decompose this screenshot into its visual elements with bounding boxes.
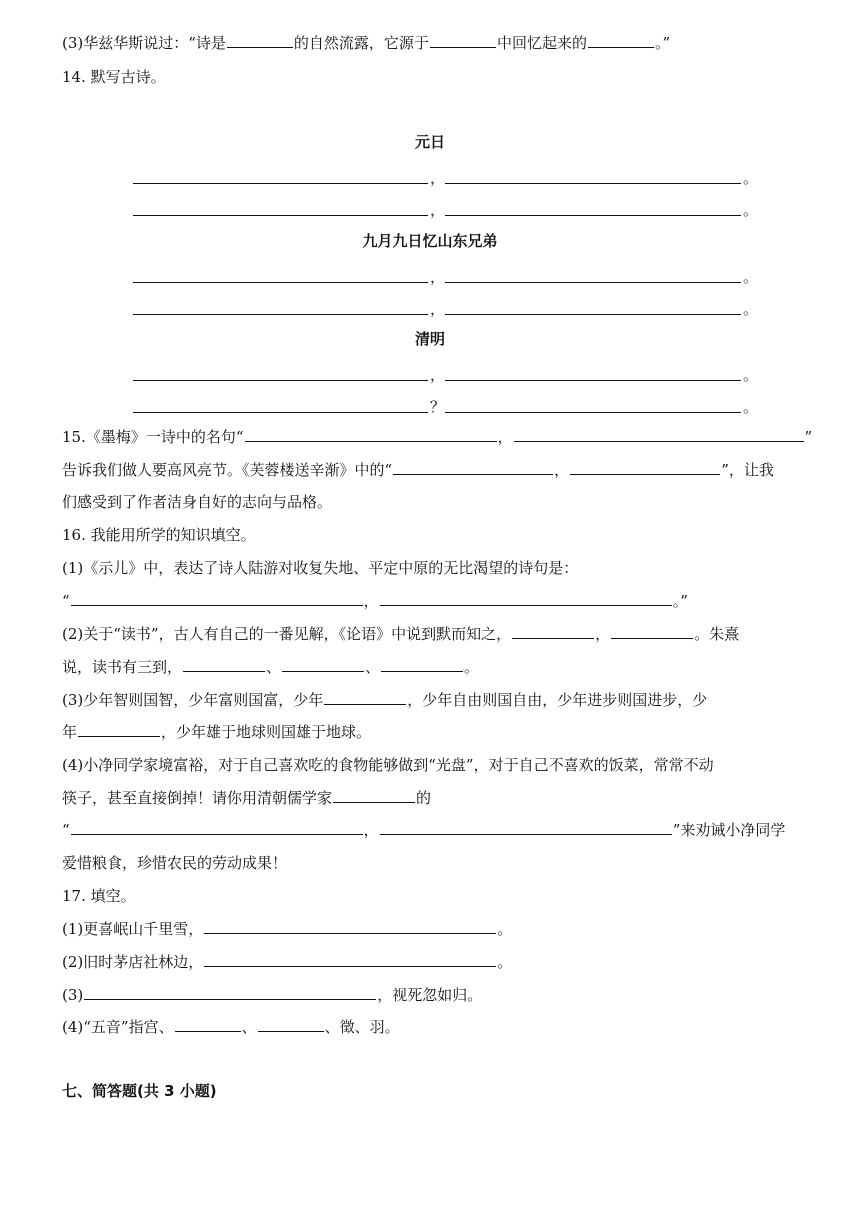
blank[interactable] bbox=[133, 314, 428, 315]
blank[interactable] bbox=[445, 314, 741, 315]
blank[interactable] bbox=[133, 412, 428, 413]
blank[interactable] bbox=[445, 215, 741, 216]
blank[interactable] bbox=[204, 951, 496, 967]
blank[interactable] bbox=[611, 623, 693, 639]
blank[interactable] bbox=[78, 721, 160, 737]
section-7-heading: 七、简答题(共 3 小题) bbox=[62, 1082, 217, 1100]
blank[interactable] bbox=[245, 426, 497, 442]
blank[interactable] bbox=[227, 32, 293, 48]
q13-3: (3)华兹华斯说过：“诗是 的自然流露，它源于 中回忆起来的 。” bbox=[62, 34, 671, 52]
poem-title-2: 九月九日忆山东兄弟 bbox=[362, 232, 498, 250]
q16-4b: 筷子，甚至直接倒掉！请你用清朝儒学家 的 bbox=[62, 789, 432, 807]
q16-3b: 年 ，少年雄于地球则国雄于地球。 bbox=[62, 723, 372, 741]
poem-row: ， 。 bbox=[133, 297, 753, 317]
blank[interactable] bbox=[133, 183, 428, 184]
blank[interactable] bbox=[588, 32, 654, 48]
poem-title-1: 元日 bbox=[414, 133, 445, 151]
blank[interactable] bbox=[282, 656, 364, 672]
poem-row: ？ 。 bbox=[133, 395, 753, 415]
q16-1: (1)《示儿》中，表达了诗人陆游对收复失地、平定中原的无比渴望的诗句是： bbox=[62, 559, 579, 577]
blank[interactable] bbox=[133, 380, 428, 381]
q15-line3: 们感受到了作者洁身自好的志向与品格。 bbox=[62, 493, 333, 511]
blank[interactable] bbox=[183, 656, 265, 672]
poem-row: ， 。 bbox=[133, 265, 753, 285]
q16-4c: “ ， ”来劝诫小净同学 bbox=[62, 821, 786, 839]
q16-3: (3)少年智则国智，少年富则国富，少年 ，少年自由则国自由，少年进步则国进步，少 bbox=[62, 691, 708, 709]
blank[interactable] bbox=[445, 412, 741, 413]
q15-line1: 15.《墨梅》一诗中的名句“ ， ” bbox=[62, 428, 813, 446]
blank[interactable] bbox=[84, 984, 376, 1000]
q16-4: (4)小净同学家境富裕，对于自己喜欢吃的食物能够做到“光盘”，对于自己不喜欢的饭菜，常常不动 bbox=[62, 756, 714, 774]
poem-row: ， 。 bbox=[133, 166, 753, 186]
blank[interactable] bbox=[514, 426, 804, 442]
blank[interactable] bbox=[324, 689, 406, 705]
q17-3: (3) ，视死忽如归。 bbox=[62, 986, 483, 1004]
blank[interactable] bbox=[445, 380, 741, 381]
q16-2: (2)关于“读书”，古人有自己的一番见解，《论语》中说到默而知之， ， 。朱熹 bbox=[62, 625, 740, 643]
q17-2: (2)旧时茅店社林边， 。 bbox=[62, 953, 513, 971]
blank[interactable] bbox=[133, 215, 428, 216]
q17-1: (1)更喜岷山千里雪， 。 bbox=[62, 920, 513, 938]
blank[interactable] bbox=[175, 1016, 241, 1032]
blank[interactable] bbox=[381, 656, 463, 672]
poem-row: ， 。 bbox=[133, 198, 753, 218]
blank[interactable] bbox=[380, 819, 672, 835]
blank[interactable] bbox=[445, 183, 741, 184]
blank[interactable] bbox=[133, 282, 428, 283]
blank[interactable] bbox=[393, 459, 553, 475]
blank[interactable] bbox=[445, 282, 741, 283]
q15-line2: 告诉我们做人要高风亮节。《芙蓉楼送辛渐》中的“ ， ”，让我 bbox=[62, 461, 774, 479]
blank[interactable] bbox=[71, 590, 363, 606]
q17-4: (4)“五音”指宫、 、 、徵、羽。 bbox=[62, 1018, 400, 1036]
q14-heading: 14. 默写古诗。 bbox=[62, 68, 166, 86]
poem-row: ， 。 bbox=[133, 363, 753, 383]
q17-heading: 17. 填空。 bbox=[62, 887, 136, 905]
blank[interactable] bbox=[570, 459, 720, 475]
blank[interactable] bbox=[258, 1016, 324, 1032]
blank[interactable] bbox=[430, 32, 496, 48]
q16-1-answer: “ ， 。” bbox=[62, 592, 688, 610]
blank[interactable] bbox=[380, 590, 672, 606]
blank[interactable] bbox=[71, 819, 363, 835]
blank[interactable] bbox=[512, 623, 594, 639]
poem-title-3: 清明 bbox=[414, 330, 445, 348]
blank[interactable] bbox=[333, 787, 415, 803]
blank[interactable] bbox=[204, 918, 496, 934]
q16-2b: 说，读书有三到， 、 、 。 bbox=[62, 658, 480, 676]
q16-4d: 爱惜粮食，珍惜农民的劳动成果！ bbox=[62, 854, 288, 872]
q16-heading: 16. 我能用所学的知识填空。 bbox=[62, 526, 256, 544]
